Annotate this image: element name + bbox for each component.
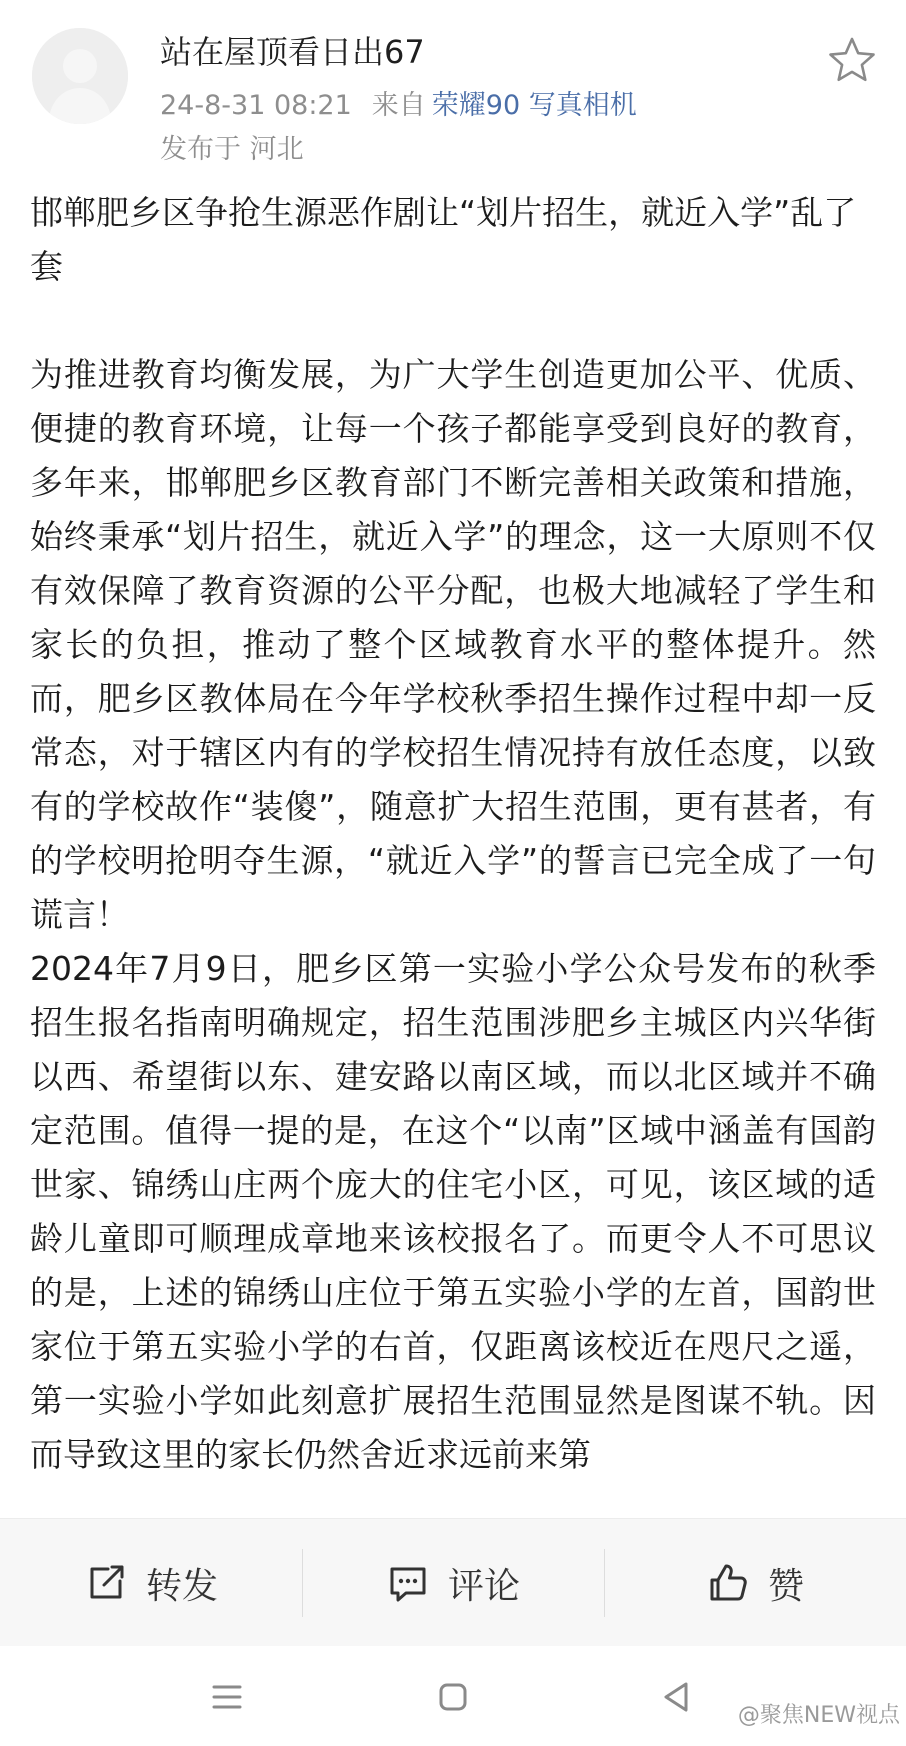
username[interactable]: 站在屋顶看日出67 — [160, 33, 425, 71]
post-meta — [160, 88, 637, 124]
chat-bubble-icon — [386, 1561, 430, 1605]
default-avatar-icon — [32, 28, 128, 124]
back-triangle-icon — [652, 1672, 702, 1722]
comment-label: 评论 — [447, 1565, 520, 1607]
favorite-button[interactable] — [826, 34, 878, 86]
source-device-link[interactable]: 荣耀90 写真相机 — [431, 90, 637, 121]
post-location: 发布于 河北 — [160, 134, 304, 165]
repost-button[interactable] — [0, 1519, 302, 1647]
post-timestamp: 24-8-31 08:21 — [160, 90, 352, 121]
paragraph-spacer — [30, 294, 876, 348]
repost-label: 转发 — [145, 1565, 218, 1607]
star-outline-icon — [826, 34, 878, 86]
nav-back-button[interactable] — [652, 1672, 702, 1722]
article-paragraph-2: 2024年7月9日，肥乡区第一实验小学公众号发布的秋季招生报名指南明确规定，招生范围涉肥乡主城区内兴华街以西、希望街以东、建安路以南区域，而以北区域并不确定范围。值得一提的是，在这个“以南”区域中涵盖有国韵世家、锦绣山庄两个庞大的住宅小区，可见，该区域的适龄儿童即可顺理成章地来该校报名了。而更令人不可思议的是，上述的锦绣山庄位于第五实验小学的左首，国韵世家位于第五实验小学的右首，仅距离该校近在咫尺之遥，第一实验小学如此刻意扩展招生范围显然是图谋不轨。因而导致这里的家长仍然舍近求远前来第 — [30, 949, 876, 1474]
thumbs-up-icon — [706, 1561, 750, 1605]
home-square-icon — [428, 1672, 478, 1722]
menu-lines-icon — [202, 1672, 252, 1722]
share-box-arrow-icon — [84, 1561, 128, 1605]
nav-home-button[interactable] — [428, 1672, 478, 1722]
comment-button[interactable] — [302, 1519, 604, 1647]
nav-menu-button[interactable] — [202, 1672, 252, 1722]
post-header — [0, 0, 906, 180]
article-title: 邯郸肥乡区争抢生源恶作剧让“划片招生，就近入学”乱了套 — [30, 193, 857, 286]
watermark-text: @聚焦NEW视点 — [737, 1703, 900, 1728]
source-prefix: 来自 — [371, 90, 426, 121]
avatar[interactable] — [32, 28, 128, 124]
like-button[interactable] — [604, 1519, 906, 1647]
system-nav-bar — [0, 1646, 906, 1746]
article-paragraph-1: 为推进教育均衡发展，为广大学生创造更加公平、优质、便捷的教育环境，让每一个孩子都能享受到良好的教育，多年来，邯郸肥乡区教育部门不断完善相关政策和措施，始终秉承“划片招生，就近入学”的理念，这一大原则不仅有效保障了教育资源的公平分配，也极大地减轻了学生和家长的负担，推动了整个区域教育水平的整体提升。然而，肥乡区教体局在今年学校秋季招生操作过程中却一反常态，对于辖区内有的学校招生情况持有放任态度，以致有的学校故作“装傻”，随意扩大招生范围，更有甚者，有的学校明抢明夺生源，“就近入学”的誓言已完全成了一句谎言！ — [30, 355, 876, 934]
post-content — [30, 186, 876, 1518]
action-bar — [0, 1518, 906, 1647]
like-label: 赞 — [767, 1565, 804, 1607]
